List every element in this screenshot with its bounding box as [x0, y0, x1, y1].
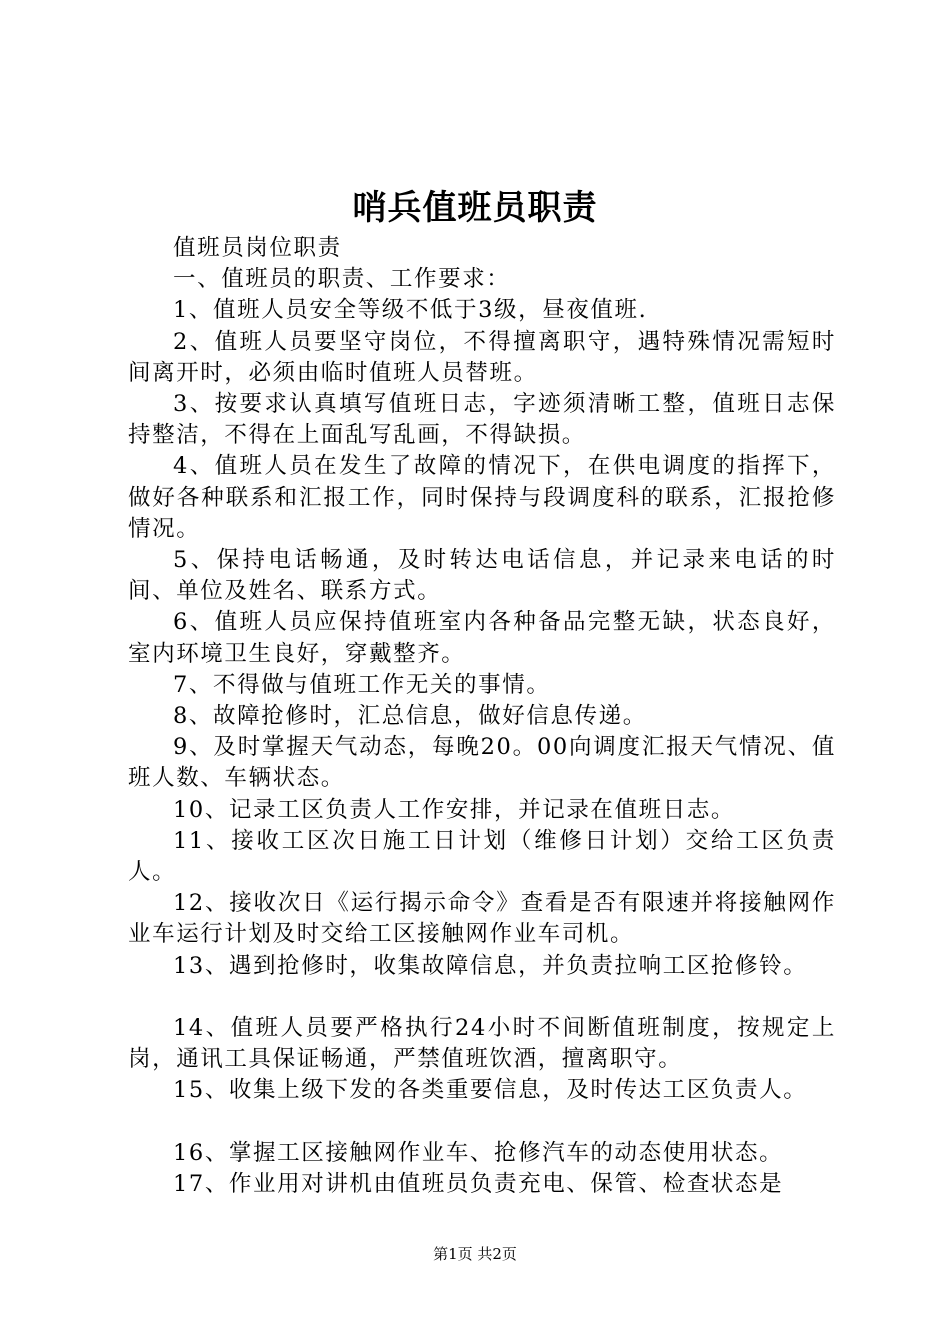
document-body [128, 233, 836, 1200]
paragraph-item-17: 17、作业用对讲机由值班员负责充电、保管、检查状态是 [173, 1171, 784, 1198]
paragraph-item-9: 9、及时掌握天气动态，每晚20。00向调度汇报天气情况、值班人数、车辆状态。 [128, 734, 836, 792]
paragraph-item-10: 10、记录工区负责人工作安排，并记录在值班日志。 [173, 796, 736, 823]
paragraph-item-11: 11、接收工区次日施工日计划（维修日计划）交给工区负责人。 [128, 827, 836, 886]
paragraph-section-heading: 一、值班员的职责、工作要求： [173, 266, 511, 293]
paragraph-post-duties: 值班员岗位职责 [173, 235, 342, 261]
paragraph-item-12: 12、接收次日《运行揭示命令》查看是否有限速并将接触网作业车运行计划及时交给工区接触网作业车司机。 [128, 890, 836, 948]
document-title: 哨兵值班员职责 [352, 188, 598, 228]
paragraph-item-5: 5、保持电话畅通，及时转达电话信息，并记录来电话的时间、单位及姓名、联系方式。 [128, 547, 836, 605]
paragraph-item-15: 15、收集上级下发的各类重要信息，及时传达工区负责人。 [173, 1077, 808, 1104]
page-footer: 第1页 共2页 [433, 1245, 517, 1263]
paragraph-item-2: 2、值班人员要坚守岗位，不得擅离职守，遇特殊情况需短时间离开时，必须由临时值班人员替班。 [128, 328, 836, 386]
paragraph-item-6: 6、值班人员应保持值班室内各种备品完整无缺，状态良好，室内环境卫生良好，穿戴整齐。 [128, 609, 836, 667]
paragraph-item-13: 13、遇到抢修时，收集故障信息，并负责拉响工区抢修铃。 [173, 952, 808, 979]
paragraph-item-8: 8、故障抢修时，汇总信息，做好信息传递。 [173, 703, 647, 730]
paragraph-item-3: 3、按要求认真填写值班日志，字迹须清晰工整，值班日志保持整洁，不得在上面乱写乱画，不得缺损。 [128, 391, 836, 449]
paragraph-item-7: 7、不得做与值班工作无关的事情。 [173, 671, 551, 698]
paragraph-item-4: 4、值班人员在发生了故障的情况下，在供电调度的指挥下，做好各种联系和汇报工作，同时保持与段调度科的联系，汇报抢修情况。 [128, 453, 836, 542]
paragraph-item-16: 16、掌握工区接触网作业车、抢修汽车的动态使用状态。 [173, 1139, 784, 1166]
paragraph-item-14: 14、值班人员要严格执行24小时不间断值班制度，按规定上岗，通讯工具保证畅通，严禁值班饮酒，擅离职守。 [128, 1015, 836, 1073]
paragraph-item-1: 1、值班人员安全等级不低于3级，昼夜值班. [173, 297, 648, 324]
